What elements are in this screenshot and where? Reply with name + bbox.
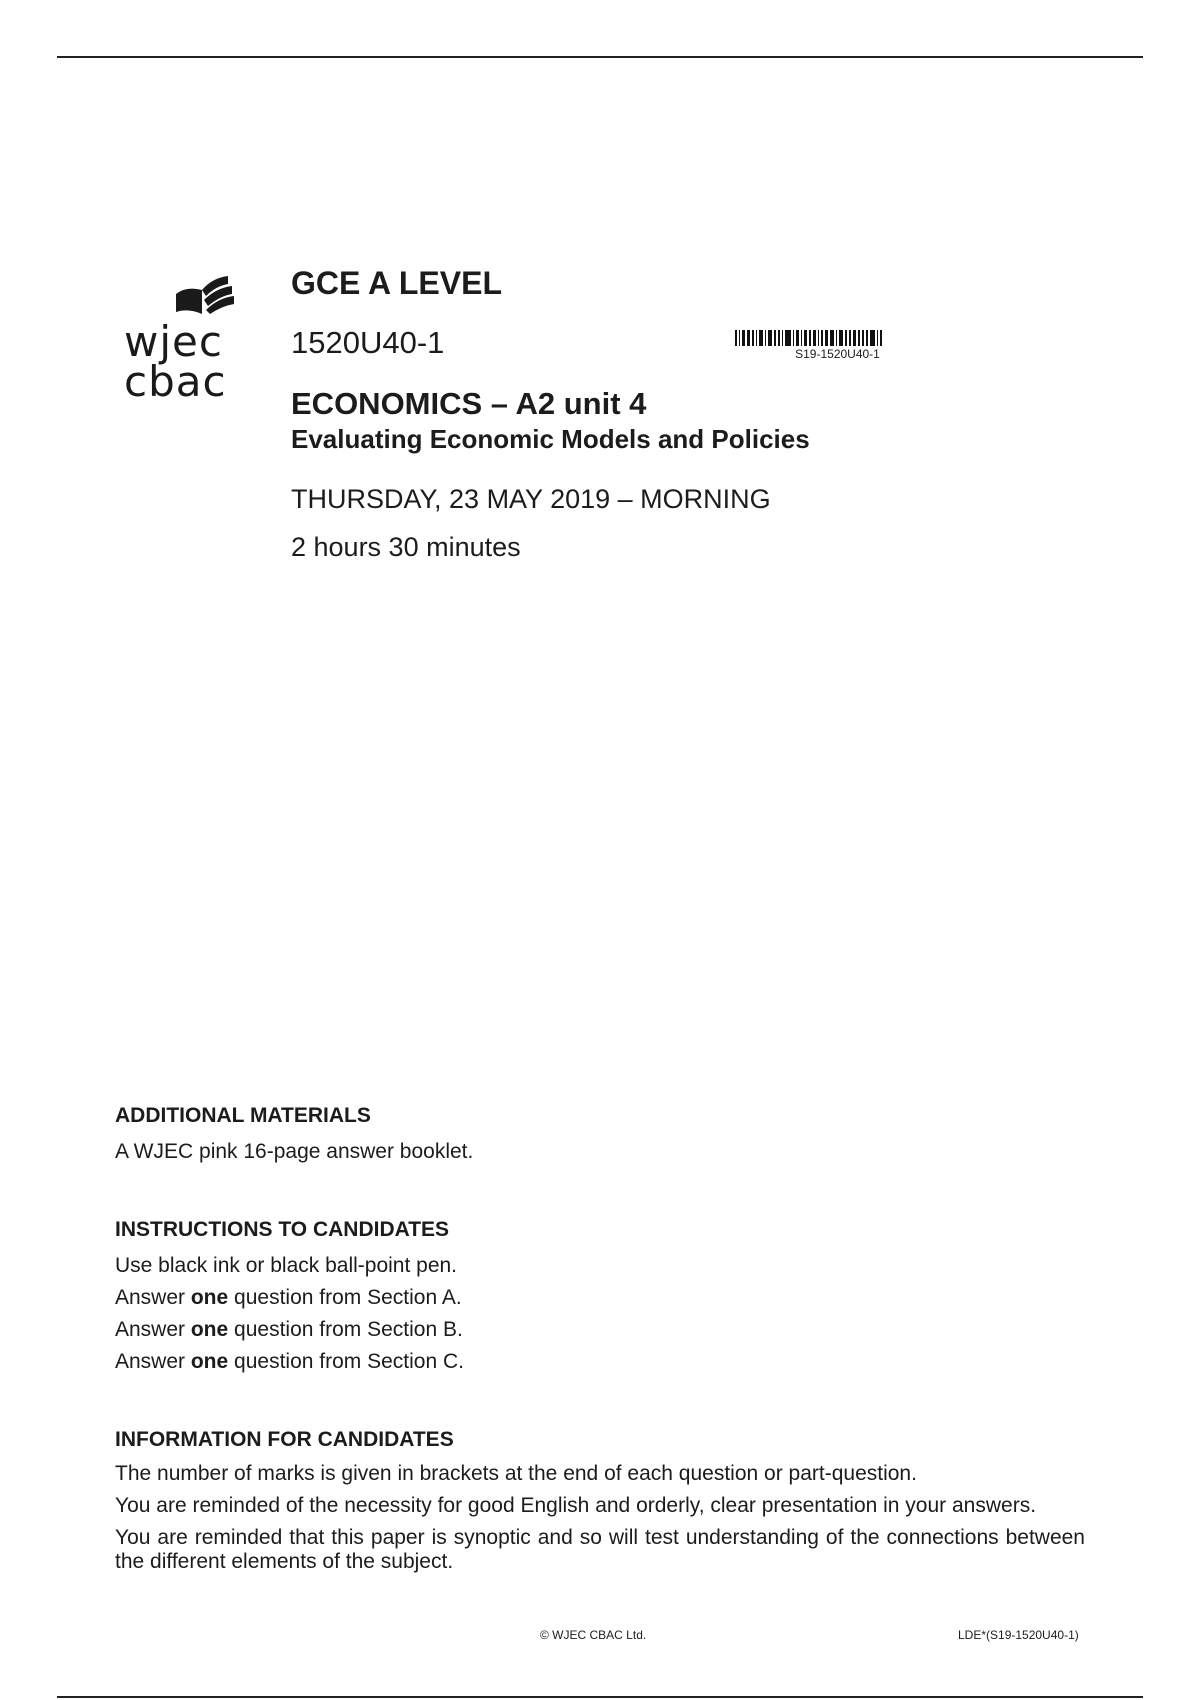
information-heading: INFORMATION FOR CANDIDATES (115, 1428, 454, 1451)
barcode-text: S19-1520U40-1 (795, 347, 880, 361)
paper-subtitle: Evaluating Economic Models and Policies (291, 424, 810, 454)
bottom-rule (57, 1696, 1143, 1698)
paper-code: 1520U40-1 (291, 325, 445, 360)
instruction-section-c: Answer one question from Section C. (115, 1350, 464, 1373)
book-icon (124, 270, 254, 320)
paper-reference: LDE*(S19-1520U40-1) (958, 1628, 1079, 1642)
instructions-section (115, 1218, 1085, 1378)
barcode (735, 330, 950, 361)
additional-materials-text: A WJEC pink 16-page answer booklet. (115, 1140, 474, 1163)
qualification-level: GCE A LEVEL (291, 265, 502, 301)
additional-materials-section (115, 1104, 1085, 1168)
information-presentation: You are reminded of the necessity for good English and orderly, clear presentation in your answers. (115, 1494, 1037, 1517)
information-synoptic: You are reminded that this paper is synoptic and so will test understanding of the connections between the different elements of the subject. (115, 1526, 1085, 1573)
exam-duration: 2 hours 30 minutes (291, 532, 521, 562)
wjec-logo (124, 270, 254, 406)
barcode-bars (735, 330, 950, 346)
logo-line-cbac: cbac (124, 357, 227, 406)
information-section (115, 1428, 1085, 1574)
top-rule (57, 56, 1143, 58)
exam-date: THURSDAY, 23 MAY 2019 – MORNING (291, 484, 771, 514)
additional-materials-heading: ADDITIONAL MATERIALS (115, 1104, 371, 1127)
barcode-bar (880, 330, 882, 346)
logo-line-wjec: wjec (124, 317, 223, 366)
subject-title: ECONOMICS – A2 unit 4 (291, 386, 647, 421)
instruction-section-b: Answer one question from Section B. (115, 1318, 463, 1341)
information-marks: The number of marks is given in brackets at the end of each question or part-question. (115, 1462, 917, 1485)
instruction-section-a: Answer one question from Section A. (115, 1286, 462, 1309)
instructions-heading: INSTRUCTIONS TO CANDIDATES (115, 1218, 450, 1241)
copyright: © WJEC CBAC Ltd. (540, 1628, 647, 1642)
instruction-ink: Use black ink or black ball-point pen. (115, 1254, 458, 1277)
